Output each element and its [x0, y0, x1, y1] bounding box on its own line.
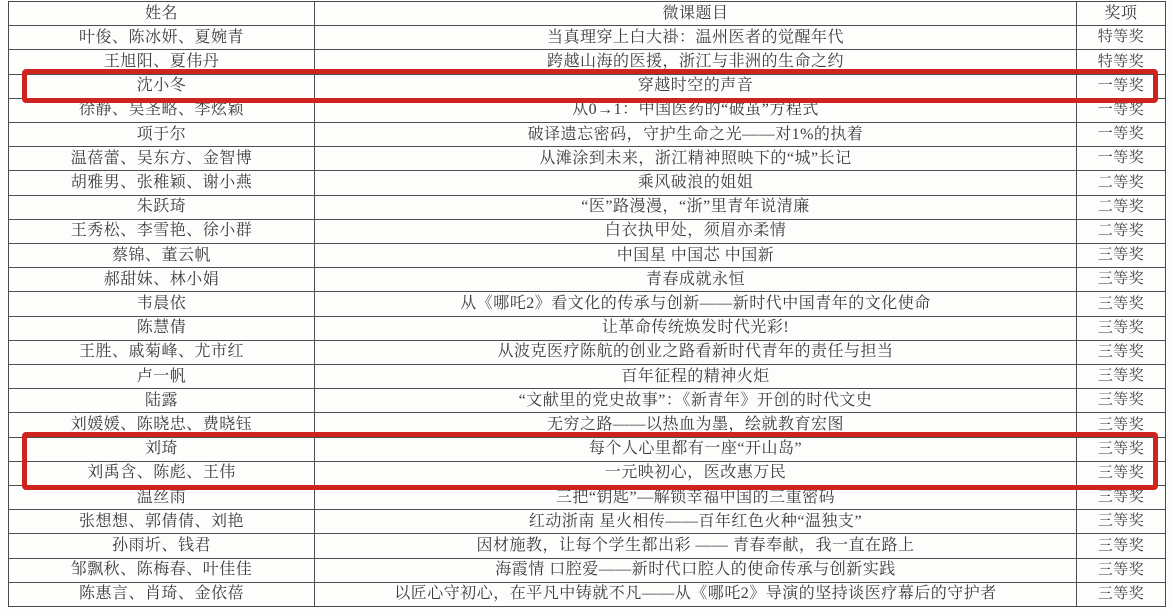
cell-award: 三等奖 [1097, 537, 1145, 554]
cell-award: 三等奖 [1097, 319, 1145, 336]
table-row [9, 50, 1165, 74]
cell-names: 郝甜妹、林小娟 [9, 268, 315, 291]
table-row [9, 438, 1165, 462]
cell-title: 当真理穿上白大褂：温州医者的觉醒年代 [315, 26, 1077, 49]
cell-title: 以匠心守初心，在平凡中铸就不凡——从《哪吒2》导演的坚持谈医疗幕后的守护者 [315, 583, 1077, 606]
table-row [9, 26, 1165, 50]
cell-title: 跨越山海的医援，浙江与非洲的生命之约 [315, 50, 1077, 73]
table-row [9, 244, 1165, 268]
cell-names: 蔡锦、董云帆 [9, 244, 315, 267]
cell-names: 温蓓蕾、吴东方、金智博 [9, 147, 315, 170]
cell-names: 王胜、戚菊峰、尤市红 [9, 341, 315, 364]
cell-award: 三等奖 [1097, 295, 1145, 312]
cell-names: 孙雨圻、钱君 [9, 534, 315, 557]
header-cell-award: 奖项 [1104, 4, 1138, 22]
table-row [9, 534, 1165, 558]
table-row [9, 365, 1165, 389]
cell-title: 从波克医疗陈航的创业之路看新时代青年的责任与担当 [315, 341, 1077, 364]
cell-title: 白衣执甲处，须眉亦柔情 [315, 220, 1077, 243]
cell-award: 二等奖 [1097, 198, 1145, 215]
cell-award: 三等奖 [1097, 561, 1145, 578]
header-cell-names: 姓名 [9, 2, 315, 25]
table-row [9, 99, 1165, 123]
cell-award: 三等奖 [1097, 513, 1145, 530]
table-row [9, 196, 1165, 220]
cell-names: 徐静、吴圣略、李炫颖 [9, 99, 315, 122]
cell-names: 邹飘秋、陈梅春、叶佳佳 [9, 559, 315, 582]
table-row [9, 510, 1165, 534]
cell-title: “文献里的党史故事”：《新青年》开创的时代文史 [315, 389, 1077, 412]
cell-award: 三等奖 [1097, 585, 1145, 602]
cell-title: 从《哪吒2》看文化的传承与创新——新时代中国青年的文化使命 [315, 292, 1077, 315]
cell-title: 穿越时空的声音 [315, 75, 1077, 98]
cell-title: 无穷之路——以热血为墨，绘就教育宏图 [315, 413, 1077, 436]
cell-title: 青春成就永恒 [315, 268, 1077, 291]
table-row [9, 292, 1165, 316]
header-cell-title: 微课题目 [315, 2, 1077, 25]
cell-title: 三把“钥匙”—解锁幸福中国的三重密码 [315, 486, 1077, 509]
cell-names: 胡雅男、张稚颖、谢小燕 [9, 171, 315, 194]
cell-title: 海霞情 口腔爱——新时代口腔人的使命传承与创新实践 [315, 559, 1077, 582]
cell-award: 三等奖 [1097, 464, 1145, 481]
cell-names: 项于尔 [9, 123, 315, 146]
table-row [9, 171, 1165, 195]
cell-title: 中国星 中国芯 中国新 [315, 244, 1077, 267]
cell-names: 陈慧倩 [9, 317, 315, 340]
cell-title: 乘风破浪的姐姐 [315, 171, 1077, 194]
table-row [9, 462, 1165, 486]
table-row [9, 123, 1165, 147]
table-row [9, 389, 1165, 413]
table-header-row [9, 2, 1165, 26]
cell-title: 破译遗忘密码，守护生命之光——对1%的执着 [315, 123, 1077, 146]
cell-award: 三等奖 [1097, 343, 1145, 360]
table-row [9, 147, 1165, 171]
cell-award: 三等奖 [1097, 271, 1145, 288]
cell-title: 从滩涂到未来，浙江精神照映下的“城”长记 [315, 147, 1077, 170]
cell-names: 卢一帆 [9, 365, 315, 388]
cell-names: 张想想、郭倩倩、刘艳 [9, 510, 315, 533]
cell-award: 一等奖 [1097, 150, 1145, 167]
table-row [9, 583, 1165, 606]
cell-award: 三等奖 [1097, 368, 1145, 385]
cell-names: 刘琦 [9, 438, 315, 461]
cell-award: 特等奖 [1097, 29, 1145, 46]
table-row [9, 220, 1165, 244]
cell-title: 从0→1：中国医药的“破茧”方程式 [315, 99, 1077, 122]
table-row [9, 341, 1165, 365]
cell-award: 一等奖 [1097, 126, 1145, 143]
cell-title: 让革命传统焕发时代光彩! [315, 317, 1077, 340]
cell-title: 一元映初心，医改惠万民 [315, 462, 1077, 485]
cell-names: 王旭阳、夏伟丹 [9, 50, 315, 73]
cell-names: 陈惠言、肖琦、金依蓓 [9, 583, 315, 606]
award-table [8, 1, 1166, 607]
cell-award: 特等奖 [1097, 53, 1145, 70]
table-row [9, 413, 1165, 437]
cell-award: 三等奖 [1097, 416, 1145, 433]
cell-names: 温丝雨 [9, 486, 315, 509]
cell-award: 二等奖 [1097, 174, 1145, 191]
cell-names: 刘媛媛、陈晓忠、费晓钰 [9, 413, 315, 436]
cell-names: 王秀松、李雪艳、徐小群 [9, 220, 315, 243]
cell-names: 刘禹含、陈彪、王伟 [9, 462, 315, 485]
cell-names: 朱跃琦 [9, 196, 315, 219]
table-row [9, 559, 1165, 583]
cell-award: 一等奖 [1097, 77, 1145, 94]
table-row [9, 268, 1165, 292]
table-row [9, 75, 1165, 99]
cell-title: 红动浙南 星火相传——百年红色火种“温独支” [315, 510, 1077, 533]
cell-award: 三等奖 [1097, 489, 1145, 506]
cell-award: 一等奖 [1097, 101, 1145, 118]
table-row [9, 317, 1165, 341]
cell-names: 韦晨依 [9, 292, 315, 315]
cell-names: 陆露 [9, 389, 315, 412]
cell-award: 三等奖 [1097, 247, 1145, 264]
cell-title: 每个人心里都有一座“开山岛” [315, 438, 1077, 461]
table-row [9, 486, 1165, 510]
cell-award: 三等奖 [1097, 440, 1145, 457]
cell-title: 因材施教，让每个学生都出彩 —— 青春奉献，我一直在路上 [315, 534, 1077, 557]
cell-title: “医”路漫漫，“浙”里青年说清廉 [315, 196, 1077, 219]
cell-names: 叶俊、陈冰妍、夏婉青 [9, 26, 315, 49]
cell-award: 二等奖 [1097, 222, 1145, 239]
cell-award: 三等奖 [1097, 392, 1145, 409]
cell-title: 百年征程的精神火炬 [315, 365, 1077, 388]
cell-names: 沈小冬 [9, 75, 315, 98]
